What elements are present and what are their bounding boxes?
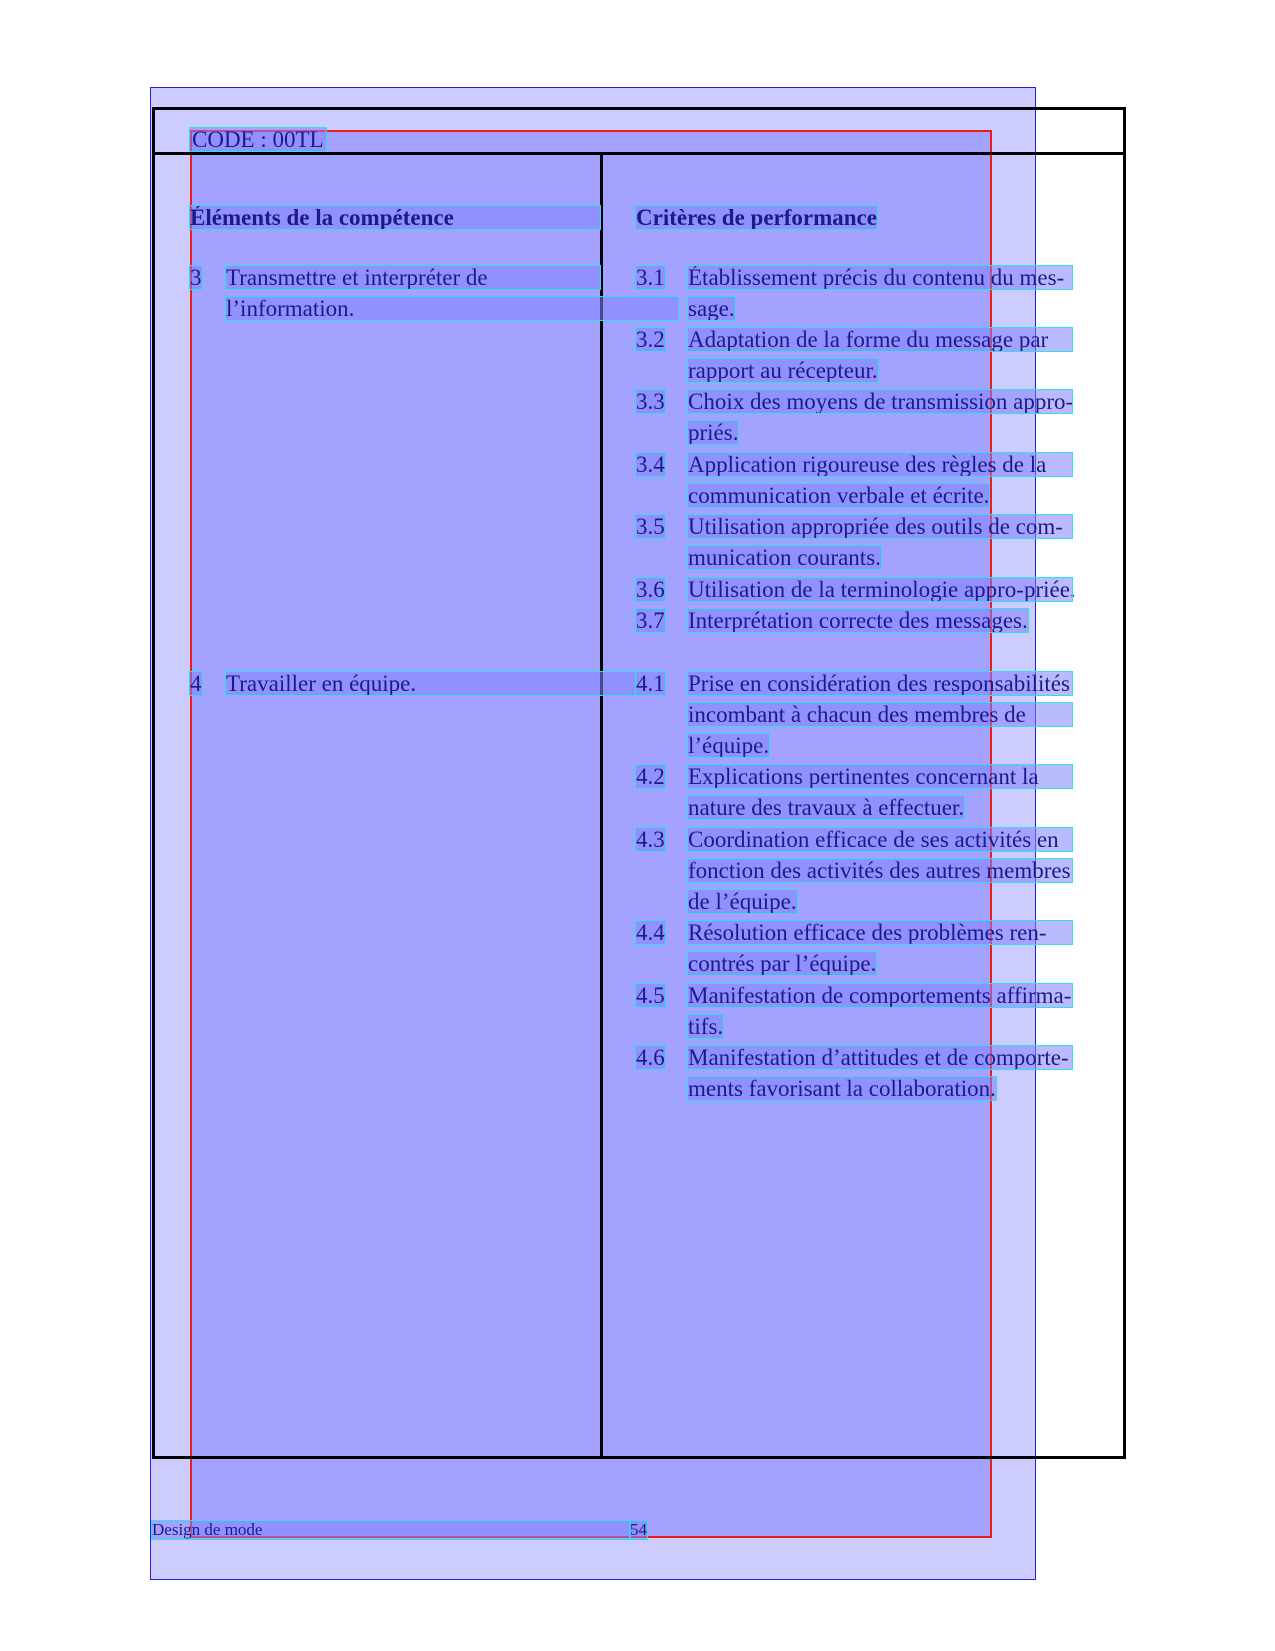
criterion-text-line: Utilisation de la terminologie appro-priée. <box>688 577 1076 602</box>
criterion-text-line: rapport au récepteur. <box>688 358 878 383</box>
criterion-text-line: Explications pertinentes concernant la <box>688 765 1072 788</box>
criterion-text-line: Choix des moyens de transmission appro- <box>688 389 1074 414</box>
criterion-text-line: tifs. <box>688 1014 724 1039</box>
criterion-number: 4.1 <box>636 671 665 696</box>
page-number: 54 <box>630 1520 647 1539</box>
element-number: 3 <box>190 265 202 290</box>
criterion-text-line: fonction des activités des autres membres <box>688 858 1071 883</box>
criterion-number: 4.2 <box>636 764 665 789</box>
criterion-text-line: nature des travaux à effectuer. <box>688 795 965 820</box>
criterion-text-line: incombant à chacun des membres de <box>688 703 1072 726</box>
criterion-text-line: Adaptation de la forme du message par <box>688 328 1072 351</box>
criterion-number: 3.7 <box>636 608 665 633</box>
element-number: 4 <box>190 671 202 696</box>
criterion-number: 3.4 <box>636 452 665 477</box>
footer-title: Design de mode <box>152 1521 630 1539</box>
criterion-text-line: Manifestation de comportements affirma- <box>688 983 1072 1008</box>
column-divider <box>600 152 603 1459</box>
element-text-line: l’information. <box>226 297 678 320</box>
element-text-line: Transmettre et interpréter de <box>226 266 600 289</box>
element-text-line: Travailler en équipe. <box>226 672 636 695</box>
criterion-text-line: Utilisation appropriée des outils de com- <box>688 515 1072 538</box>
criterion-text-line: l’équipe. <box>688 733 770 758</box>
criterion-text-line: Interprétation correcte des messages. <box>688 608 1028 633</box>
criterion-text-line: Application rigoureuse des règles de la <box>688 453 1072 476</box>
code-label: CODE : 00TL <box>192 127 324 152</box>
header-rule <box>152 152 1126 155</box>
criterion-text-line: sage. <box>688 296 735 321</box>
right-column-heading: Critères de performance <box>636 205 877 230</box>
criterion-number: 3.1 <box>636 265 665 290</box>
criterion-number: 4.5 <box>636 983 665 1008</box>
criterion-text-line: contrés par l’équipe. <box>688 951 877 976</box>
criterion-text-line: de l’équipe. <box>688 889 797 914</box>
criterion-text-line: Manifestation d’attitudes et de comporte- <box>688 1046 1072 1069</box>
criterion-text-line: ments favorisant la collaboration. <box>688 1076 996 1101</box>
criterion-text-line: communication verbale et écrite. <box>688 483 990 508</box>
criterion-number: 4.3 <box>636 827 665 852</box>
criterion-number: 3.2 <box>636 327 665 352</box>
criterion-text-line: Prise en considération des responsabilités <box>688 672 1072 695</box>
criterion-text-line: priés. <box>688 420 739 445</box>
criterion-text-line: Établissement précis du contenu du mes- <box>688 266 1072 289</box>
criterion-text-line: Coordination efficace de ses activités en <box>688 828 1072 851</box>
criterion-number: 4.4 <box>636 920 665 945</box>
criterion-number: 3.6 <box>636 577 665 602</box>
criterion-number: 3.3 <box>636 389 665 414</box>
criterion-number: 4.6 <box>636 1045 665 1070</box>
criterion-text-line: Résolution efficace des problèmes ren- <box>688 921 1072 944</box>
left-column-heading: Éléments de la compétence <box>190 206 600 229</box>
criterion-text-line: munication courants. <box>688 545 881 570</box>
criterion-number: 3.5 <box>636 514 665 539</box>
